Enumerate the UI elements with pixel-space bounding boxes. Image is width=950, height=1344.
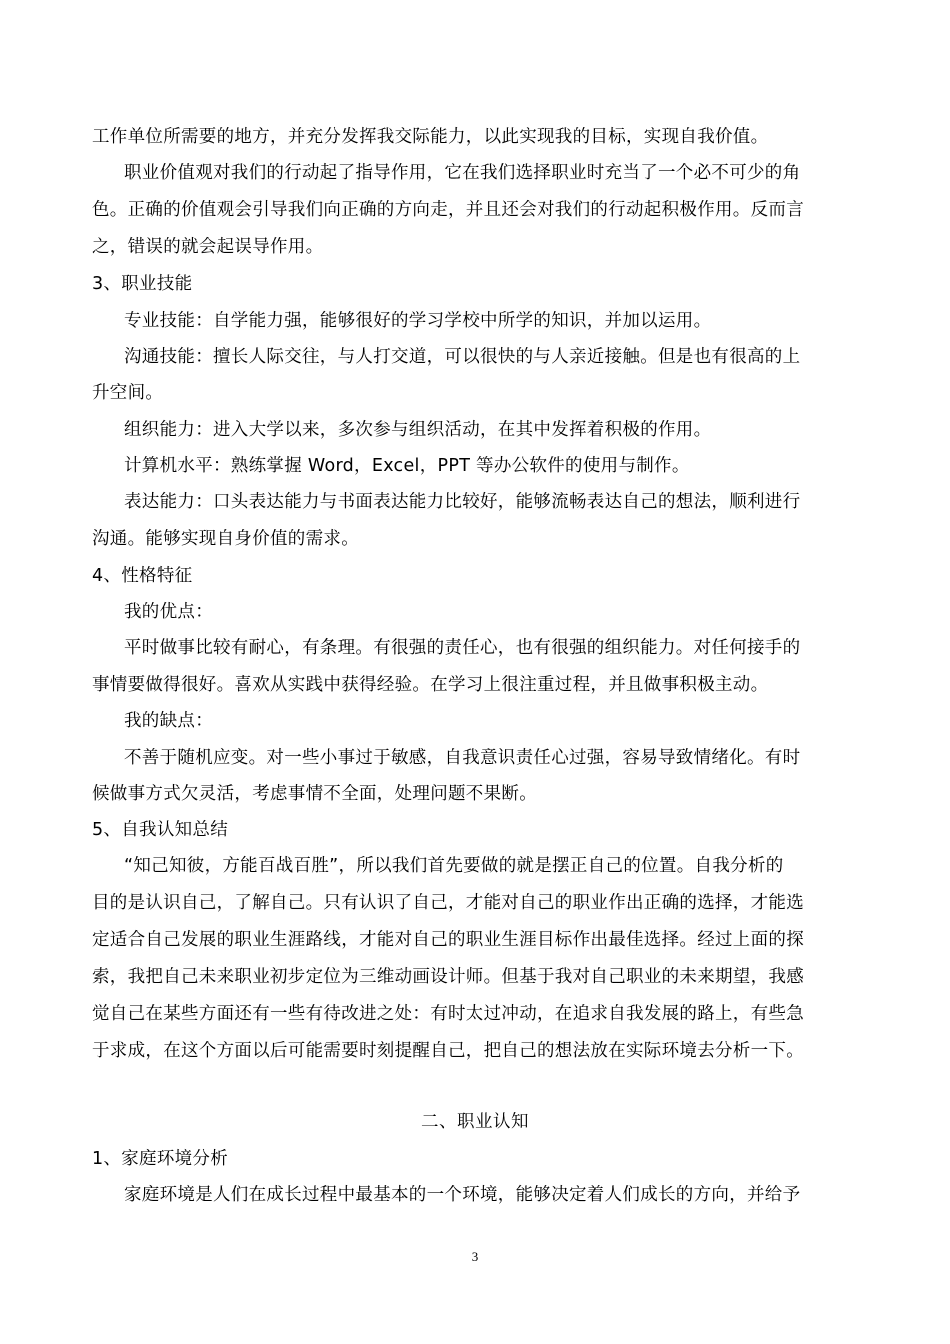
paragraph-line: 于求成，在这个方面以后可能需要时刻提醒自己，把自己的想法放在实际环境去分析一下。 (92, 1041, 804, 1061)
paragraph-line: 之，错误的就会起误导作用。 (92, 237, 324, 257)
paragraph-line: 工作单位所需要的地方，并充分发挥我交际能力，以此实现我的目标，实现自我价值。 (92, 127, 769, 147)
paragraph-line: “知己知彼，方能百战百胜”，所以我们首先要做的就是摆正自己的位置。自我分析的 (124, 856, 784, 876)
paragraph-line: 色。正确的价值观会引导我们向正确的方向走，并且还会对我们的行动起积极作用。反而言 (92, 200, 804, 220)
page-number: 3 (471, 1249, 479, 1264)
paragraph-line: 不善于随机应变。对一些小事过于敏感，自我意识责任心过强，容易导致情绪化。有时 (124, 748, 801, 768)
paragraph-line: 计算机水平：熟练掌握 Word，Excel，PPT 等办公软件的使用与制作。 (124, 456, 690, 476)
paragraph-line: 职业价值观对我们的行动起了指导作用，它在我们选择职业时充当了一个必不可少的角 (124, 163, 801, 183)
section-subheading: 3、职业技能 (92, 274, 193, 294)
paragraph-line: 表达能力：口头表达能力与书面表达能力比较好，能够流畅表达自己的想法，顺利进行 (124, 492, 801, 512)
paragraph-line: 觉自己在某些方面还有一些有待改进之处：有时太过冲动，在追求自我发展的路上，有些急 (92, 1004, 804, 1024)
section-subheading: 5、自我认知总结 (92, 820, 229, 840)
paragraph-line: 家庭环境是人们在成长过程中最基本的一个环境，能够决定着人们成长的方向，并给予 (124, 1185, 801, 1205)
paragraph-line: 我的缺点： (124, 711, 213, 731)
section-subheading: 4、性格特征 (92, 566, 193, 586)
section-subheading: 1、家庭环境分析 (92, 1149, 229, 1169)
paragraph-line: 专业技能：自学能力强，能够很好的学习学校中所学的知识，并加以运用。 (124, 311, 712, 331)
section-heading: 二、职业认知 (421, 1112, 529, 1132)
paragraph-line: 候做事方式欠灵活，考虑事情不全面，处理问题不果断。 (92, 784, 537, 804)
paragraph-line: 沟通。能够实现自身价值的需求。 (92, 529, 359, 549)
paragraph-line: 组织能力：进入大学以来，多次参与组织活动，在其中发挥着积极的作用。 (124, 420, 712, 440)
paragraph-line: 索，我把自己未来职业初步定位为三维动画设计师。但基于我对自己职业的未来期望，我感 (92, 967, 804, 987)
paragraph-line: 我的优点： (124, 602, 213, 622)
paragraph-line: 沟通技能：擅长人际交往，与人打交道，可以很快的与人亲近接触。但是也有很高的上 (124, 347, 801, 367)
paragraph-line: 目的是认识自己，了解自己。只有认识了自己，才能对自己的职业作出正确的选择，才能选 (92, 893, 804, 913)
paragraph-line: 事情要做得很好。喜欢从实践中获得经验。在学习上很注重过程，并且做事积极主动。 (92, 675, 769, 695)
paragraph-line: 定适合自己发展的职业生涯路线，才能对自己的职业生涯目标作出最佳选择。经过上面的探 (92, 930, 804, 950)
paragraph-line: 升空间。 (92, 383, 164, 403)
paragraph-line: 平时做事比较有耐心，有条理。有很强的责任心，也有很强的组织能力。对任何接手的 (124, 638, 801, 658)
